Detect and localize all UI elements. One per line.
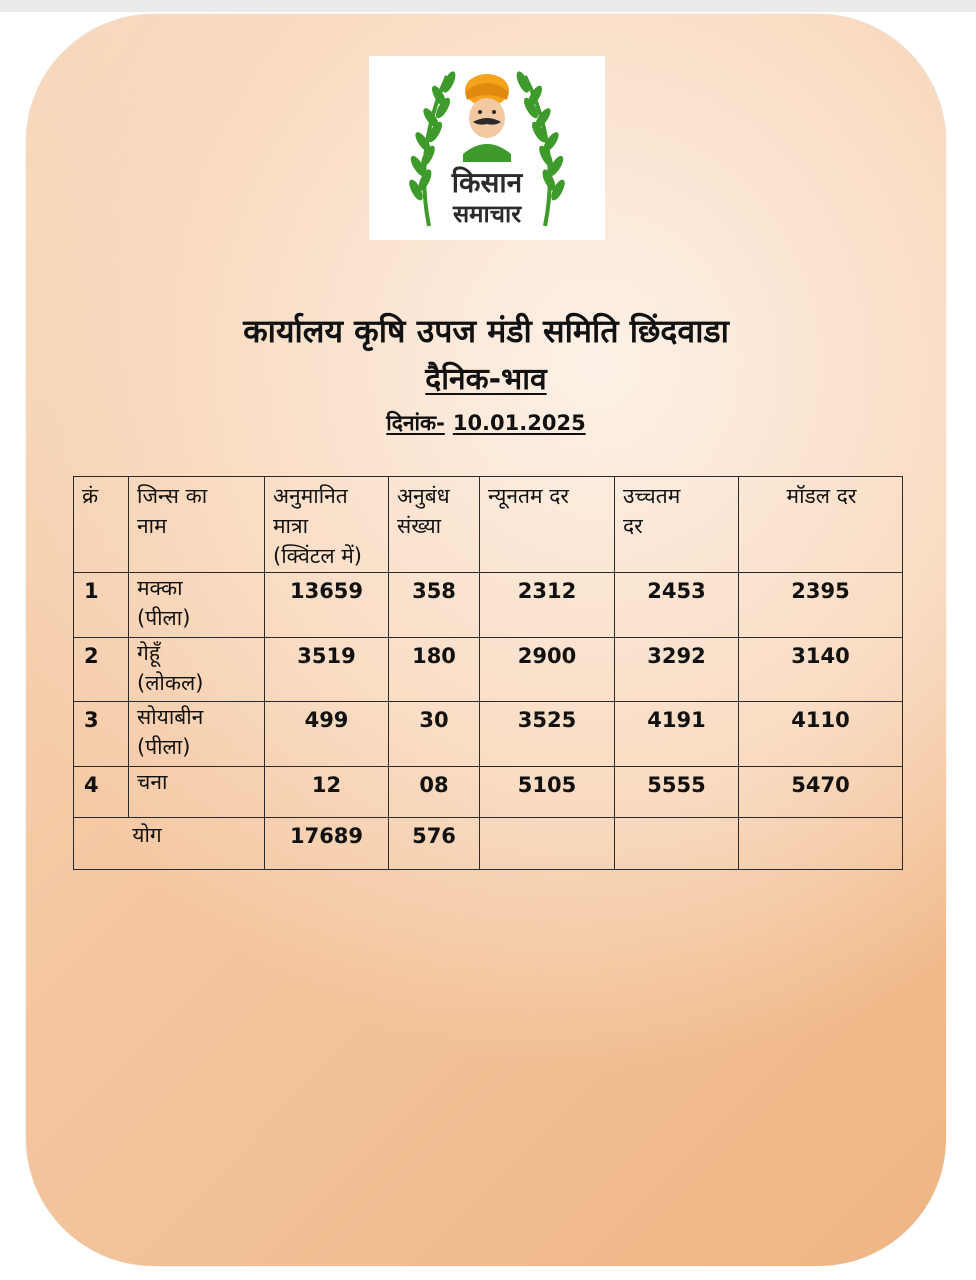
cell-max-rate: 4191 [615,702,739,767]
cell-min-rate: 2900 [480,638,615,702]
table-row [74,638,903,702]
right-wheat-icon [515,70,567,226]
table-row [74,573,903,638]
col-header-modal-rate [739,477,903,573]
cell-qty: 499 [265,702,389,767]
cell-contracts: 358 [389,573,480,638]
col-max-l1: उच्चतम [623,484,681,508]
cell-qty: 12 [265,767,389,818]
commodity-name: चना [137,770,168,794]
commodity-variety: (पीला) [137,606,191,630]
cell-modal-rate: 4110 [739,702,903,767]
col-qty-l2: मात्रा [273,514,309,538]
date-label: दिनांक- [386,411,445,435]
cell-modal-rate: 3140 [739,638,903,702]
kisan-samachar-logo [369,56,605,240]
cell-commodity [129,702,265,767]
page-subtitle [26,360,946,400]
cell-sn: 4 [74,767,129,818]
table-row [74,702,903,767]
total-qty: 17689 [265,818,389,870]
col-min-text: न्यूनतम दर [488,484,569,508]
cell-modal-rate: 2395 [739,573,903,638]
cell-max-rate: 3292 [615,638,739,702]
commodity-variety: (लोकल) [137,671,204,695]
cell-contracts: 08 [389,767,480,818]
total-modal-empty [739,818,903,870]
cell-sn: 3 [74,702,129,767]
table-total-row [74,818,903,870]
col-modal-text: मॉडल दर [786,484,857,508]
cell-commodity [129,638,265,702]
col-contracts-l1: अनुबंध [397,484,450,508]
date-wrap [386,411,585,435]
page-title: कार्यालय कृषि उपज मंडी समिति छिंदवाडा [243,312,729,350]
rates-table [73,476,903,870]
total-max-empty [615,818,739,870]
col-contracts-l2: संख्या [397,514,442,538]
left-wheat-icon [407,70,457,226]
col-header-max-rate [615,477,739,573]
col-sn-text: क्रं [82,484,99,508]
logo-graphic [369,56,605,240]
col-header-min-rate [480,477,615,573]
total-label: योग [74,818,265,870]
logo-text-line1: किसान [451,166,523,199]
subtitle-text: दैनिक-भाव [425,362,547,397]
col-header-name [129,477,265,573]
status-bar-strip [0,0,976,12]
col-header-sn [74,477,129,573]
cell-contracts: 180 [389,638,480,702]
date-line [26,408,946,438]
cell-modal-rate: 5470 [739,767,903,818]
total-min-empty [480,818,615,870]
cell-sn: 1 [74,573,129,638]
table-header-row [74,477,903,573]
logo-text-line2: समाचार [452,200,522,228]
cell-commodity [129,767,265,818]
commodity-name: सोयाबीन [137,705,204,729]
table-row [74,767,903,818]
rate-card [26,14,946,1266]
col-name-l2: नाम [137,514,167,538]
col-qty-l3: (क्विंटल में) [273,544,363,568]
cell-min-rate: 3525 [480,702,615,767]
cell-max-rate: 5555 [615,767,739,818]
farmer-icon [463,74,511,162]
cell-min-rate: 5105 [480,767,615,818]
cell-max-rate: 2453 [615,573,739,638]
cell-qty: 13659 [265,573,389,638]
cell-min-rate: 2312 [480,573,615,638]
col-header-qty [265,477,389,573]
cell-commodity [129,573,265,638]
col-max-l2: दर [623,514,643,538]
commodity-name: मक्का [137,576,183,600]
date-value: 10.01.2025 [452,411,586,435]
cell-contracts: 30 [389,702,480,767]
col-header-contracts [389,477,480,573]
commodity-name: गेहूँ [137,641,160,665]
commodity-variety: (पीला) [137,735,191,759]
total-contracts: 576 [389,818,480,870]
col-name-l1: जिन्स का [137,484,208,508]
col-qty-l1: अनुमानित [273,484,348,508]
cell-qty: 3519 [265,638,389,702]
cell-sn: 2 [74,638,129,702]
